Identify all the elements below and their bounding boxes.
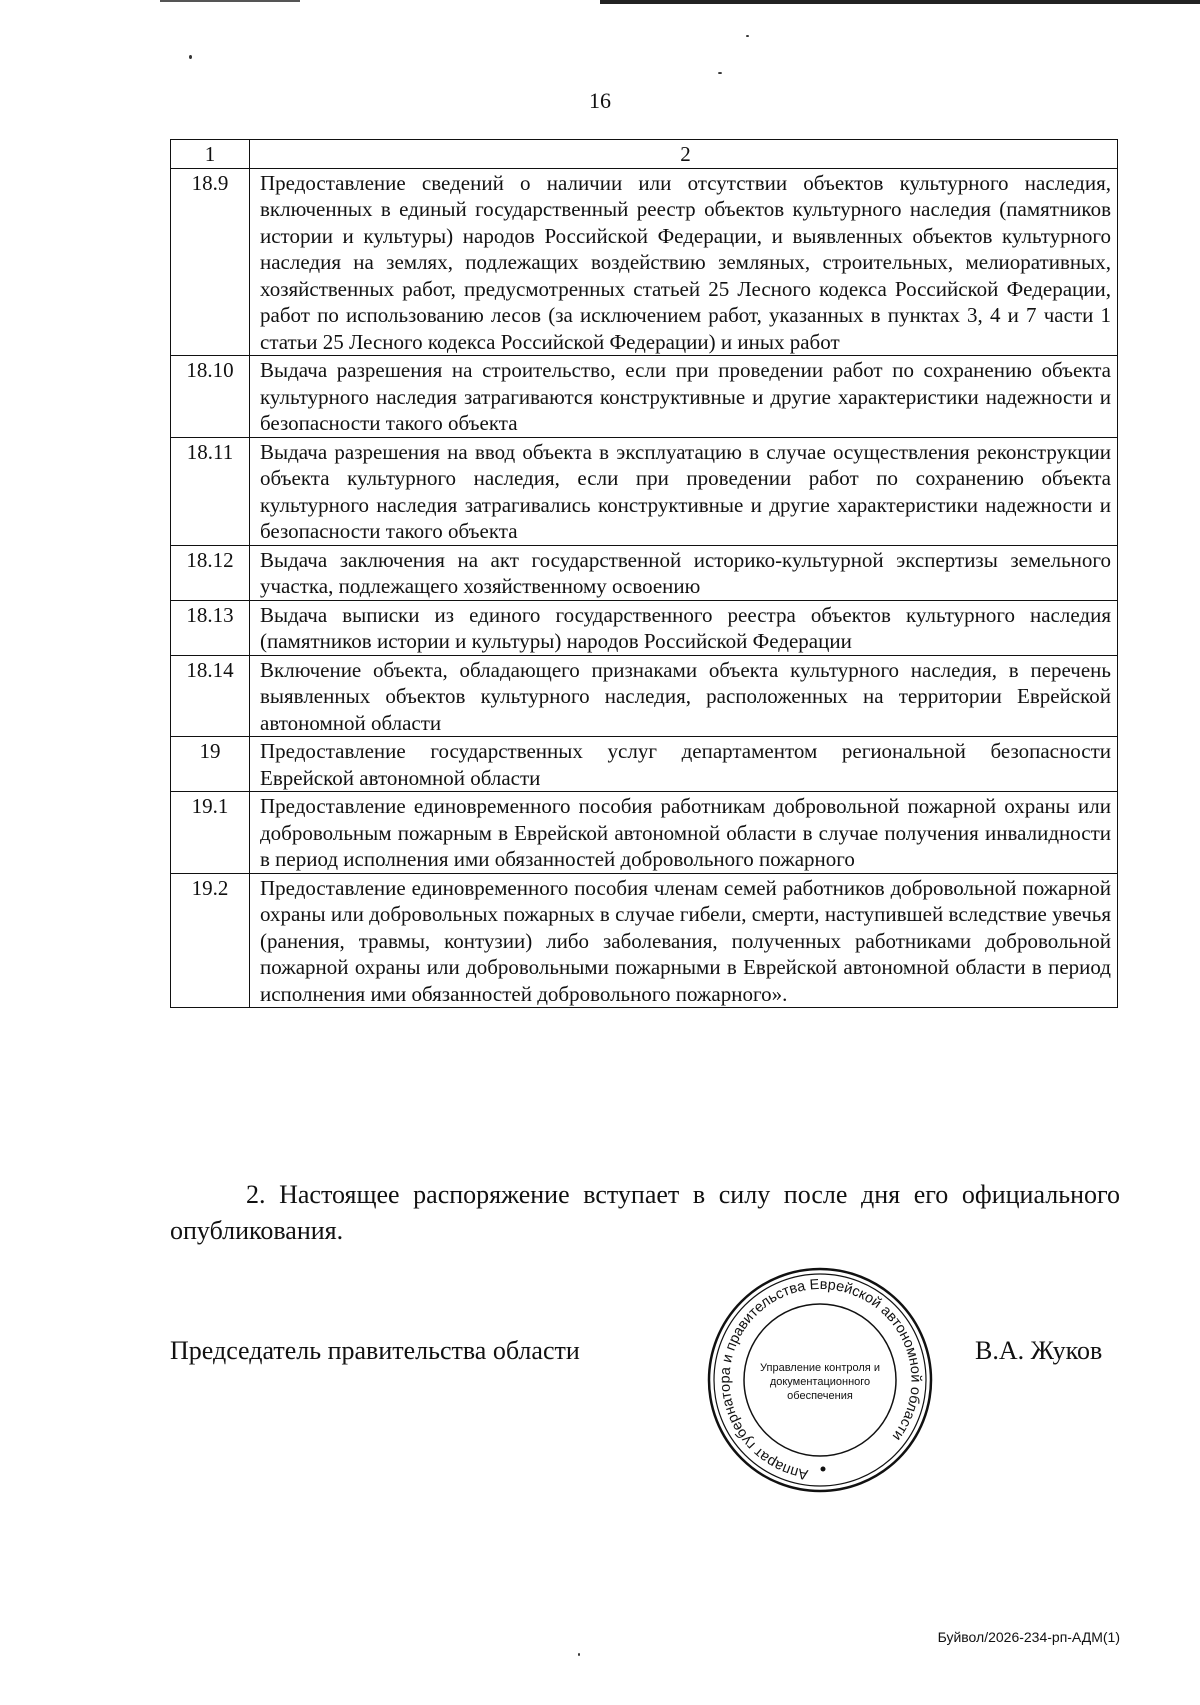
row-number: 18.11 (171, 437, 250, 545)
table-row (171, 168, 1118, 356)
row-service-text: Выдача выписки из единого государственного реестра объектов культурного наследия (памятников истории и культуры) народов Российской Федерации (250, 600, 1118, 655)
document-registry-code: Буйвол/2026-234-рп-АДМ(1) (937, 1629, 1120, 1645)
stamp-star-mark (821, 1467, 826, 1472)
scan-speck (189, 55, 192, 59)
table-row (171, 437, 1118, 545)
row-number: 19.1 (171, 792, 250, 874)
row-service-text: Выдача разрешения на ввод объекта в эксплуатацию в случае осуществления реконструкции объекта культурного наследия, если при проведении работ по сохранению объекта культурного наследия затрагивались конструктивные и другие характеристики надежности и безопасности такого объекта (250, 437, 1118, 545)
table-row (171, 356, 1118, 438)
row-number: 18.13 (171, 600, 250, 655)
row-number: 18.12 (171, 545, 250, 600)
row-service-text: Предоставление единовременного пособия работникам добровольной пожарной охраны или добровольным пожарным в Еврейской автономной области в случае получения инвалидности в период исполнения ими обязанностей добровольного пожарного (250, 792, 1118, 874)
table-body (171, 140, 1118, 1008)
stamp-inner-line-1: Управление контроля и (760, 1362, 880, 1374)
table-row (171, 737, 1118, 792)
row-number: 18.14 (171, 655, 250, 737)
row-number: 18.9 (171, 168, 250, 356)
row-service-text: Предоставление единовременного пособия членам семей работников добровольной пожарной охраны или добровольных пожарных в случае гибели, смерти, наступившей вследствие увечья (ранения, травмы, контузии) либо заболевания, полученных работниками добровольной пожарной охраны или добровольными пожарными в Еврейской автономной области в период исполнения ими обязанностей добровольного пожарного». (250, 873, 1118, 1008)
column-header-1: 1 (171, 140, 250, 169)
scan-speck (578, 1653, 580, 1656)
scan-speck (746, 35, 749, 37)
table-row (171, 545, 1118, 600)
signer-title: Председатель правительства области (170, 1336, 580, 1365)
page-number: 16 (589, 88, 611, 113)
table-row (171, 655, 1118, 737)
table-row (171, 792, 1118, 874)
signer-name: В.А. Жуков (975, 1336, 1103, 1365)
stamp-inner-line-2: документационного (769, 1376, 871, 1388)
table-header-row (171, 140, 1118, 169)
stamp-inner-line-3: обеспечения (787, 1390, 853, 1402)
scan-edge-mark (600, 0, 1200, 4)
official-stamp (705, 1265, 935, 1495)
row-number: 19 (171, 737, 250, 792)
row-service-text: Предоставление государственных услуг департаментом региональной безопасности Еврейской автономной области (250, 737, 1118, 792)
row-service-text: Выдача разрешения на строительство, если при проведении работ по сохранению объекта культурного наследия затрагиваются конструктивные и другие характеристики надежности и безопасности такого объекта (250, 356, 1118, 438)
row-service-text: Выдача заключения на акт государственной историко-культурной экспертизы земельного участка, подлежащего хозяйственному освоению (250, 545, 1118, 600)
row-number: 19.2 (171, 873, 250, 1008)
row-service-text: Предоставление сведений о наличии или отсутствии объектов культурного наследия, включенных в единый государственный реестр объектов культурного наследия (памятников истории и культуры) народов Российской Федерации, и выявленных объектов культурного наследия на землях, подлежащих воздействию земляных, строительных, мелиоративных, хозяйственных работ, предусмотренных статьей 25 Лесного кодекса Российской Федерации, работ по использованию лесов (за исключением работ, указанных в пунктах 3, 4 и 7 части 1 статьи 25 Лесного кодекса Российской Федерации) и иных работ (250, 168, 1118, 356)
row-service-text: Включение объекта, обладающего признаками объекта культурного наследия, в перечень выявленных объектов культурного наследия, расположенных на территории Еврейской автономной области (250, 655, 1118, 737)
services-table (170, 139, 1118, 1008)
scan-edge-mark (160, 0, 300, 2)
stamp-outer-text: Аппарат губернатора и правительства Еврейской автономной области (717, 1276, 924, 1483)
table-row (171, 873, 1118, 1008)
effective-date-clause: 2. Настоящее распоряжение вступает в силу после дня его официального опубликования. (170, 1180, 1120, 1245)
table-row (171, 600, 1118, 655)
scan-speck (718, 72, 722, 74)
row-number: 18.10 (171, 356, 250, 438)
column-header-2: 2 (250, 140, 1118, 169)
